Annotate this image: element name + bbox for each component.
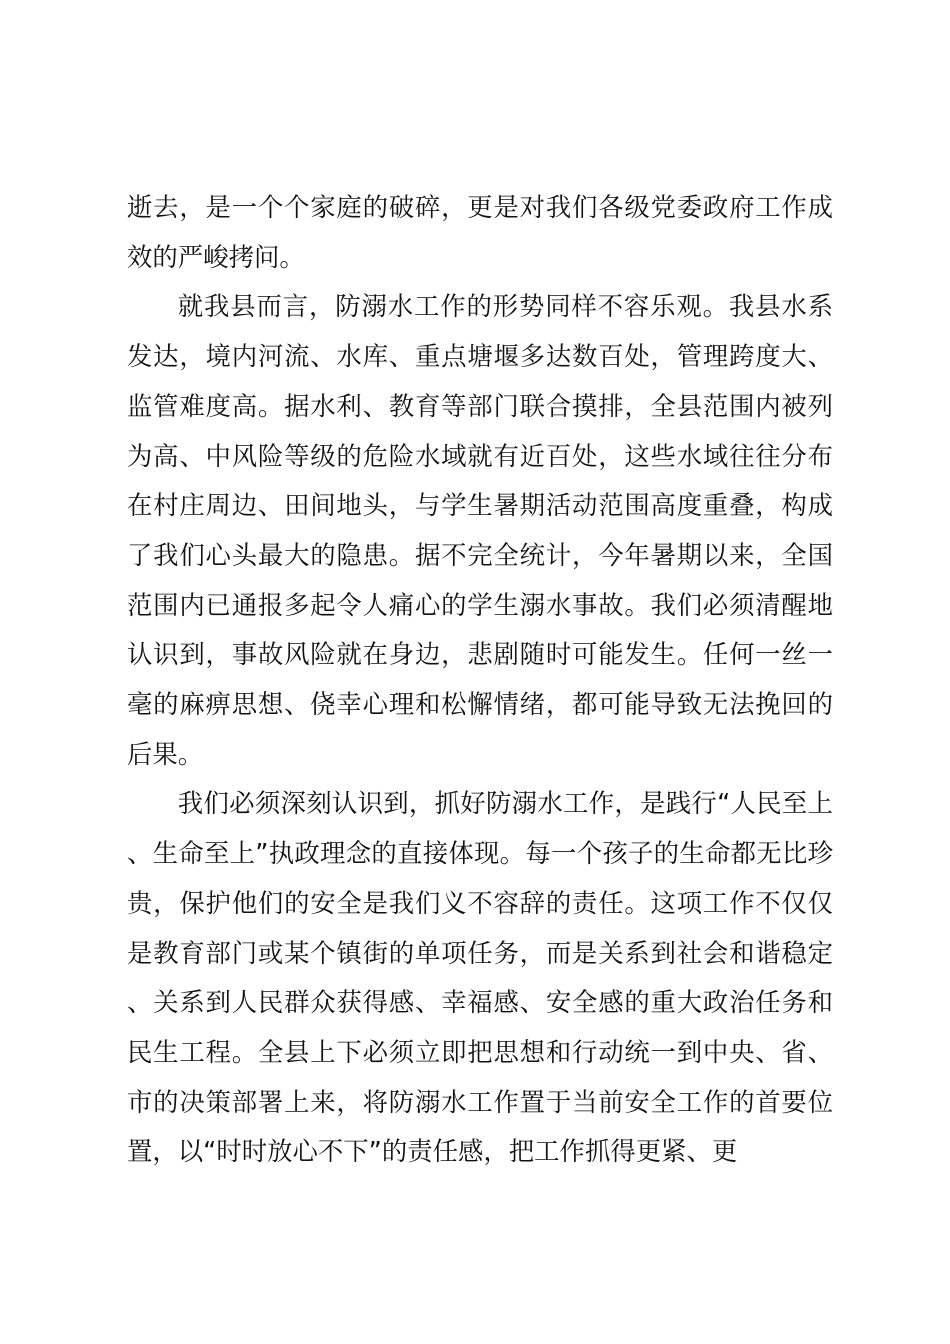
paragraph-county-situation: 就我县而言，防溺水工作的形势同样不容乐观。我县水系发达，境内河流、水库、重点塘堰多达数百处，管理跨度大、监管难度高。据水利、教育等部门联合摸排，全县范围内被列为高、中风险等级的危险水域就有近百处，这些水域往往分布在村庄周边、田间地头，与学生暑期活动范围高度重叠，构成了我们心头最大的隐患。据不完全统计，今年暑期以来，全国范围内已通报多起令人痛心的学生溺水事故。我们必须清醒地认识到，事故风险就在身边，悲剧随时可能发生。任何一丝一毫的麻痹思想、侥幸心理和松懈情绪，都可能导致无法挽回的后果。 (127, 291, 833, 769)
document-body (127, 183, 833, 1177)
paragraph-responsibility: 我们必须深刻认识到，抓好防溺水工作，是践行“人民至上、生命至上”执政理念的直接体现。每一个孩子的生命都无比珍贵，保护他们的安全是我们义不容辞的责任。这项工作不仅仅是教育部门或某个镇街的单项任务，而是关系到社会和谐稳定、关系到人民群众获得感、幸福感、安全感的重大政治任务和民生工程。全县上下必须立即把思想和行动统一到中央、省、市的决策部署上来，将防溺水工作置于当前安全工作的首要位置，以“时时放心不下”的责任感，把工作抓得更紧、更 (127, 788, 833, 1167)
paragraph-continuation: 逝去，是一个个家庭的破碎，更是对我们各级党委政府工作成效的严峻拷问。 (127, 192, 833, 272)
